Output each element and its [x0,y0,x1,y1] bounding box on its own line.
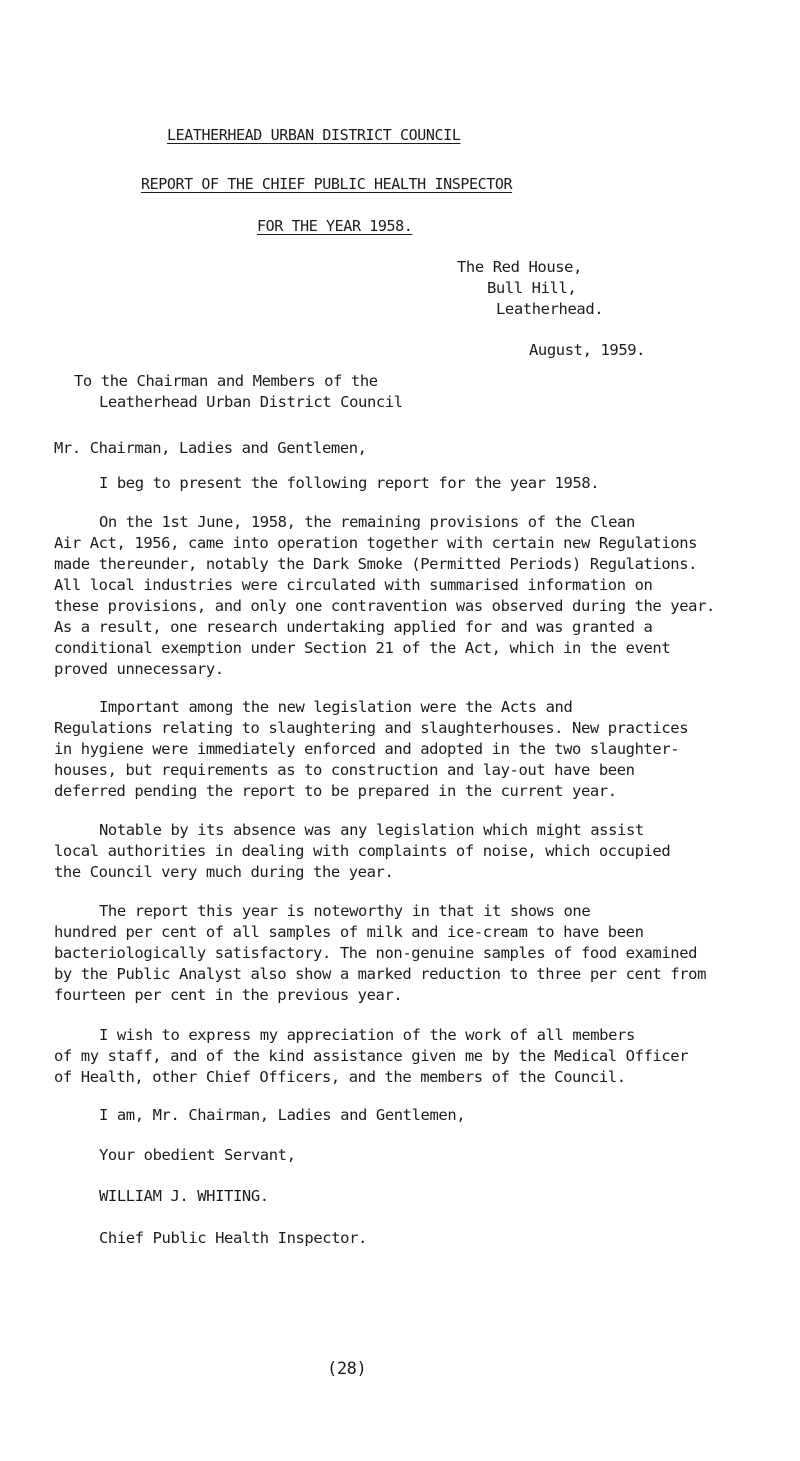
paragraph-line: the Council very much during the year. [54,863,394,881]
recipient-line-2: Leatherhead Urban District Council [99,393,403,411]
paragraph-line: conditional exemption under Section 21 of the Act, which in the event [54,639,671,657]
paragraph-line: houses, but requirements as to construction and lay-out have been [54,761,635,779]
paragraph-line: All local industries were circulated with summarised information on [54,576,653,594]
paragraph-line: deferred pending the report to be prepared in the current year. [54,782,617,800]
paragraph-line: The report this year is noteworthy in that it shows one [99,902,591,920]
paragraph-line: Notable by its absence was any legislation which might assist [99,821,644,839]
paragraph-clean-air [54,512,715,680]
paragraph-line: fourteen per cent in the previous year. [54,986,403,1004]
paragraph-line: made thereunder, notably the Dark Smoke (Permitted Periods) Regulations. [54,555,698,573]
salutation: Mr. Chairman, Ladies and Gentlemen, [54,439,367,457]
paragraph-line: local authorities in dealing with complaints of noise, which occupied [54,842,671,860]
paragraph-noise [54,820,670,883]
paragraph-samples [54,901,706,1006]
year-heading: FOR THE YEAR 1958. [257,217,413,235]
address-line-3: Leatherhead. [496,300,604,318]
paragraph-line: by the Public Analyst also show a marked reduction to three per cent from [54,965,707,983]
recipient-line-1: To the Chairman and Members of the [74,372,378,390]
paragraph-line: Air Act, 1956, came into operation together with certain new Regulations [54,534,698,552]
paragraph-line: Regulations relating to slaughtering and slaughterhouses. New practices [54,719,689,737]
report-heading: REPORT OF THE CHIEF PUBLIC HEALTH INSPECTOR [141,175,513,193]
paragraph-appreciation [54,1025,688,1088]
closing-line: I am, Mr. Chairman, Ladies and Gentlemen, [99,1106,466,1124]
paragraph-line: in hygiene were immediately enforced and adopted in the two slaughter- [54,740,680,758]
paragraph-slaughterhouses [54,697,688,802]
paragraph-line: these provisions, and only one contravention was observed during the year. [54,597,715,615]
page-number: (28) [327,1359,367,1379]
paragraph-line: As a result, one research undertaking applied for and was granted a [54,618,653,636]
council-heading: LEATHERHEAD URBAN DISTRICT COUNCIL [167,126,461,144]
signature-title: Chief Public Health Inspector. [99,1229,367,1247]
paragraph-line: of Health, other Chief Officers, and the members of the Council. [54,1068,626,1086]
paragraph-line: of my staff, and of the kind assistance given me by the Medical Officer [54,1047,689,1065]
signature-name: WILLIAM J. WHITING. [99,1187,269,1205]
paragraph-line: Important among the new legislation were the Acts and [99,698,573,716]
paragraph-line: hundred per cent of all samples of milk and ice-cream to have been [54,923,644,941]
paragraph-line: bacteriologically satisfactory. The non-genuine samples of food examined [54,944,698,962]
paragraph-line: proved unnecessary. [54,660,224,678]
address-line-2: Bull Hill, [487,279,577,297]
paragraph-line: I wish to express my appreciation of the work of all members [99,1026,635,1044]
closing-servant: Your obedient Servant, [99,1146,296,1164]
letter-date: August, 1959. [529,341,646,359]
paragraph-line: On the 1st June, 1958, the remaining provisions of the Clean [99,513,635,531]
address-line-1: The Red House, [457,258,583,276]
intro-line: I beg to present the following report for the year 1958. [99,474,600,492]
